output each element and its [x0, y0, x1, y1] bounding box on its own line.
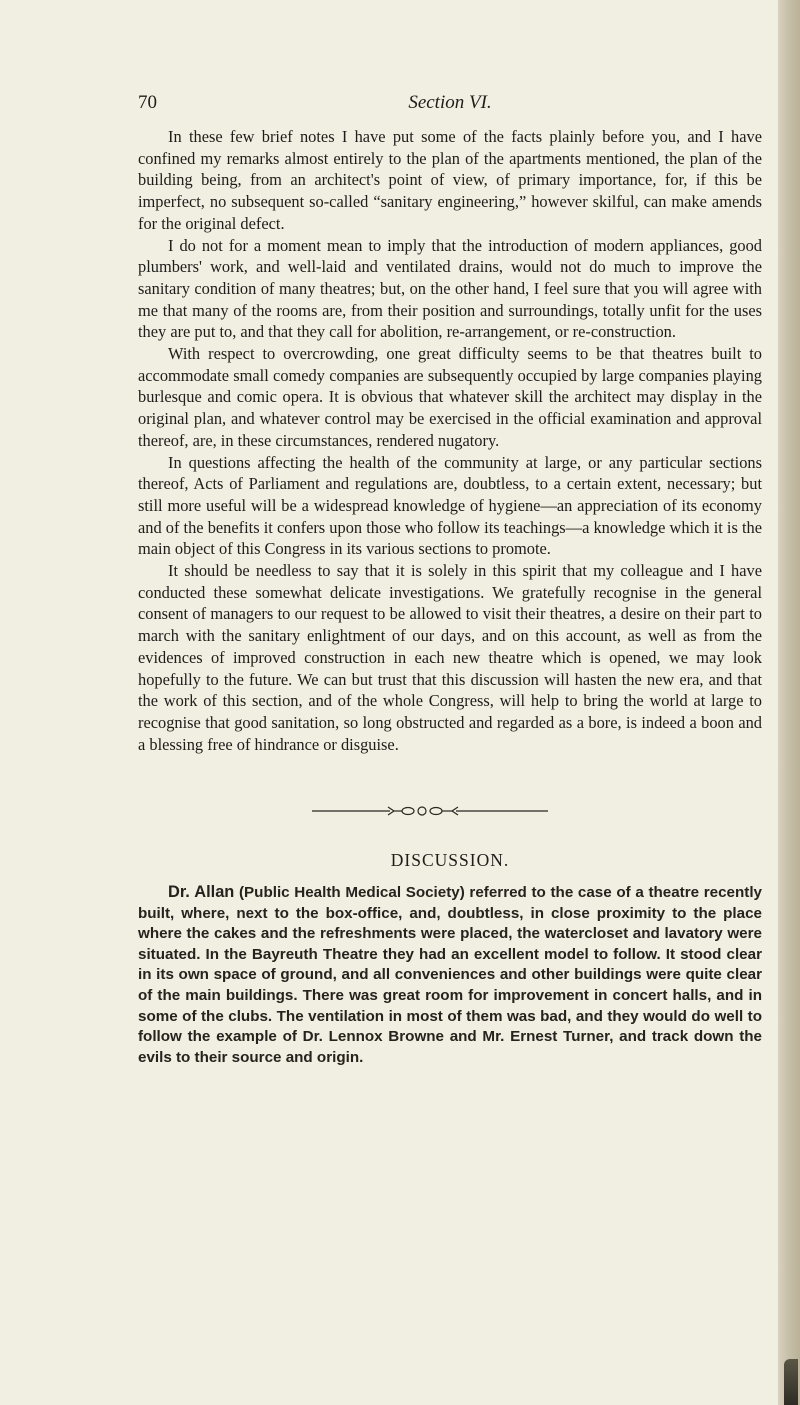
discussion-body: (Public Health Medical Society) referred to the case of a theatre recently built, where, next to the box-office, and, doubtless, in close proximity to the place where the cakes and the refreshments were placed, the watercloset and lavatory were situated. In the Bayreuth Theatre they had an excellent model to follow. It stood clear in its own space of ground, and all conveniences and other buildings were quite clear of the main buildings. There was great room for improvement in concert halls, and in some of the clubs. The ventilation in most of them was bad, and they would do well to follow the example of Dr. Lennox Browne and Mr. Ernest Turner, and track down the evils to their source and origin. — [138, 884, 762, 1066]
paragraph-2: I do not for a moment mean to imply that the introduction of modern appliances, good plumbers' work, and well-laid and ventilated drains, would not do much to improve the sanitary condition of many theatres; but, on the other hand, I feel sure that you will agree with me that many of the rooms are, from their position and surroundings, totally unfit for the uses they are put to, and that they call for abolition, re-arrangement, or re-construction. — [138, 235, 762, 342]
paragraph-4: In questions affecting the health of the community at large, or any particular sections thereof, Acts of Parliament and regulations are, doubtless, to a certain extent, necessary; but still more useful will be a widespread knowledge of hygiene—an appreciation of its economy and of the benefits it confers upon those who follow its teachings—a knowledge which it is the main object of this Congress in its various sections to promote. — [138, 452, 762, 559]
discussion-heading: DISCUSSION. — [390, 850, 510, 870]
section-title: Section VI. — [408, 92, 492, 113]
page-edge — [778, 0, 800, 1405]
page-number: 70 — [138, 92, 157, 113]
speaker-name: Dr. Allan — [168, 883, 235, 901]
paragraph-3: With respect to overcrowding, one great difficulty seems to be that theatres built to accommodate small comedy companies are subsequently occupied by large companies playing burlesque and comic opera. It is obvious that whatever skill the architect may display in the original plan, and whatever control may be exercised in the official examination and approval thereof, are, in these circumstances, rendered nugatory. — [138, 344, 762, 450]
page-corner-shadow — [784, 1359, 798, 1405]
body-text — [138, 126, 762, 755]
discussion-paragraph — [138, 882, 762, 1068]
paragraph-1: In these few brief notes I have put some of the facts plainly before you, and I have confined my remarks almost entirely to the plan of the apartments mentioned, the plan of the building being, from an architect's point of view, of primary importance, for, if this be imperfect, no subsequent so-called “sanitary engineering,” however skilful, can make amends for the original defect. — [138, 127, 762, 233]
paragraph-5: It should be needless to say that it is solely in this spirit that my colleague and I have conducted these somewhat delicate investigations. We gratefully recognise in the general consent of managers to our request to be allowed to visit their theatres, a desire on their part to march with the sanitary enlightment of our days, and on this account, as well as from the evidences of improved construction in each new theatre which is opened, we may look hopefully to the future. We can but trust that this discussion will hasten the new era, and that the work of this section, and of the whole Congress, will help to bring the world at large to recognise that good sanitation, so long obstructed and regarded as a bore, is indeed a boon and a blessing free of hindrance or disguise. — [138, 561, 762, 754]
section-divider-ornament — [312, 804, 548, 818]
discussion-text — [138, 882, 762, 1068]
running-head — [138, 92, 762, 116]
